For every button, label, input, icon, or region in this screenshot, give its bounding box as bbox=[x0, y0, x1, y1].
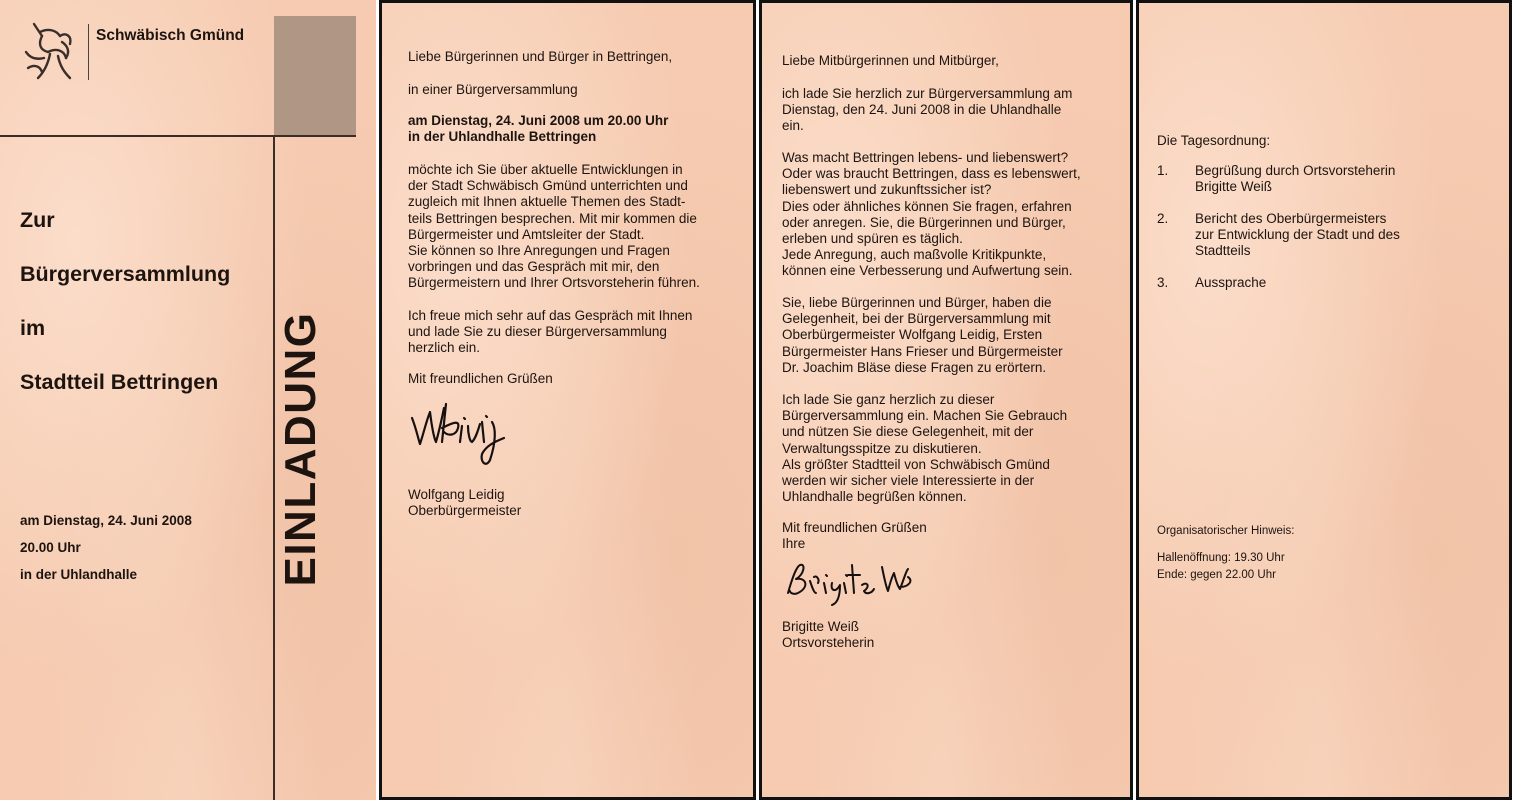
logo-separator bbox=[88, 24, 89, 80]
agenda-heading: Die Tagesordnung: bbox=[1157, 133, 1271, 148]
unicorn-logo bbox=[20, 18, 76, 84]
cover-date-line-2: 20.00 Uhr bbox=[20, 540, 81, 555]
local-paragraph-2: Was macht Bettringen lebens- und liebenswert? Oder was braucht Bettringen, dass es lebenswert, liebenswert und zukunftssicher ist? Dies oder ähnliches können Sie fragen, erfahren oder anregen. Sie, die Bürgerinnen und Bürger, erleben und spüren es täglich. Jede Anregung, auch maßvolle Kritikpunkte, können eine Verbesserung und Aufwertung sein. bbox=[782, 150, 1081, 279]
cover-date-line-1: am Dienstag, 24. Juni 2008 bbox=[20, 513, 192, 528]
agenda-item-3-number: 3. bbox=[1157, 275, 1169, 290]
local-name: Brigitte Weiß bbox=[782, 619, 860, 634]
cover-date-line-3: in der Uhlandhalle bbox=[20, 567, 138, 582]
cover-heading-line-1: Zur bbox=[20, 208, 55, 232]
agenda-item-1-text: Begrüßung durch Ortsvorsteherin Brigitte Weiß bbox=[1195, 163, 1396, 195]
mayor-closing-text: Ich freue mich sehr auf das Gespräch mit Ihnen und lade Sie zu dieser Bürgerversammlung herzlich ein. bbox=[408, 308, 693, 356]
cover-heading-line-4: Stadtteil Bettringen bbox=[20, 370, 219, 394]
mayor-letter-panel bbox=[379, 0, 756, 800]
mayor-signature bbox=[408, 398, 528, 468]
cover-panel bbox=[0, 0, 376, 800]
local-letter-panel bbox=[759, 0, 1133, 800]
cover-heading-line-3: im bbox=[20, 316, 46, 340]
brown-color-box bbox=[274, 16, 356, 136]
mayor-event-details: am Dienstag, 24. Juni 2008 um 20.00 Uhr in der Uhlandhalle Bettringen bbox=[408, 113, 669, 145]
local-paragraph-1: ich lade Sie herzlich zur Bürgerversammlung am Dienstag, den 24. Juni 2008 in die Uhlandhalle ein. bbox=[782, 86, 1073, 134]
local-greeting: Mit freundlichen Grüßen Ihre bbox=[782, 520, 927, 552]
mayor-greeting: Mit freundlichen Grüßen bbox=[408, 371, 553, 386]
note-lines: Hallenöffnung: 19.30 Uhr Ende: gegen 22.00 Uhr bbox=[1157, 552, 1285, 581]
city-name: Schwäbisch Gmünd bbox=[96, 27, 245, 44]
cover-heading-line-2: Bürgerversammlung bbox=[20, 262, 231, 286]
agenda-panel bbox=[1136, 0, 1512, 800]
vertical-title: EINLADUNG bbox=[276, 311, 325, 587]
agenda-item-2-text: Bericht des Oberbürgermeisters zur Entwicklung der Stadt und des Stadtteils bbox=[1195, 211, 1400, 259]
mayor-salutation: Liebe Bürgerinnen und Bürger in Bettringen, bbox=[408, 49, 673, 64]
mayor-role: Oberbürgermeister bbox=[408, 503, 522, 518]
agenda-item-3-text: Aussprache bbox=[1195, 275, 1267, 290]
local-salutation: Liebe Mitbürgerinnen und Mitbürger, bbox=[782, 53, 999, 68]
local-paragraph-3: Sie, liebe Bürgerinnen und Bürger, haben die Gelegenheit, bei der Bürgerversammlung mit Oberbürgermeister Wolfgang Leidig, Ersten Bürgermeister Hans Frieser und Bürgermeister Dr. Joachim Bläse diese Fragen zu erörtern. bbox=[782, 295, 1063, 375]
vertical-rule bbox=[273, 135, 275, 800]
mayor-body: möchte ich Sie über aktuelle Entwicklungen in der Stadt Schwäbisch Gmünd unterrichten und zugleich mit Ihnen aktuelle Themen des Stadt- teils Bettringen besprechen. Mit mir kommen die Bürgermeister und Amtsleiter der Stadt. Sie können so Ihre Anregungen und Fragen vorbringen und das Gespräch mit mir, den Bürgermeistern und Ihrer Ortsvorsteherin führen. bbox=[408, 162, 700, 291]
local-paragraph-4: Ich lade Sie ganz herzlich zu dieser Bürgerversammlung ein. Machen Sie Gebrauch und nützen Sie diese Gelegenheit, mit der Verwaltungsspitze zu diskutieren. Als größter Stadtteil von Schwäbisch Gmünd werden wir sicher viele Interessierte in der Uhlandhalle begrüßen können. bbox=[782, 392, 1068, 505]
horizontal-rule bbox=[0, 135, 356, 137]
mayor-name: Wolfgang Leidig bbox=[408, 487, 505, 502]
agenda-item-2-number: 2. bbox=[1157, 211, 1169, 226]
local-role: Ortsvorsteherin bbox=[782, 635, 875, 650]
local-signature bbox=[782, 553, 922, 609]
agenda-item-1-number: 1. bbox=[1157, 163, 1169, 178]
mayor-intro: in einer Bürgerversammlung bbox=[408, 82, 578, 97]
note-heading: Organisatorischer Hinweis: bbox=[1157, 525, 1295, 537]
